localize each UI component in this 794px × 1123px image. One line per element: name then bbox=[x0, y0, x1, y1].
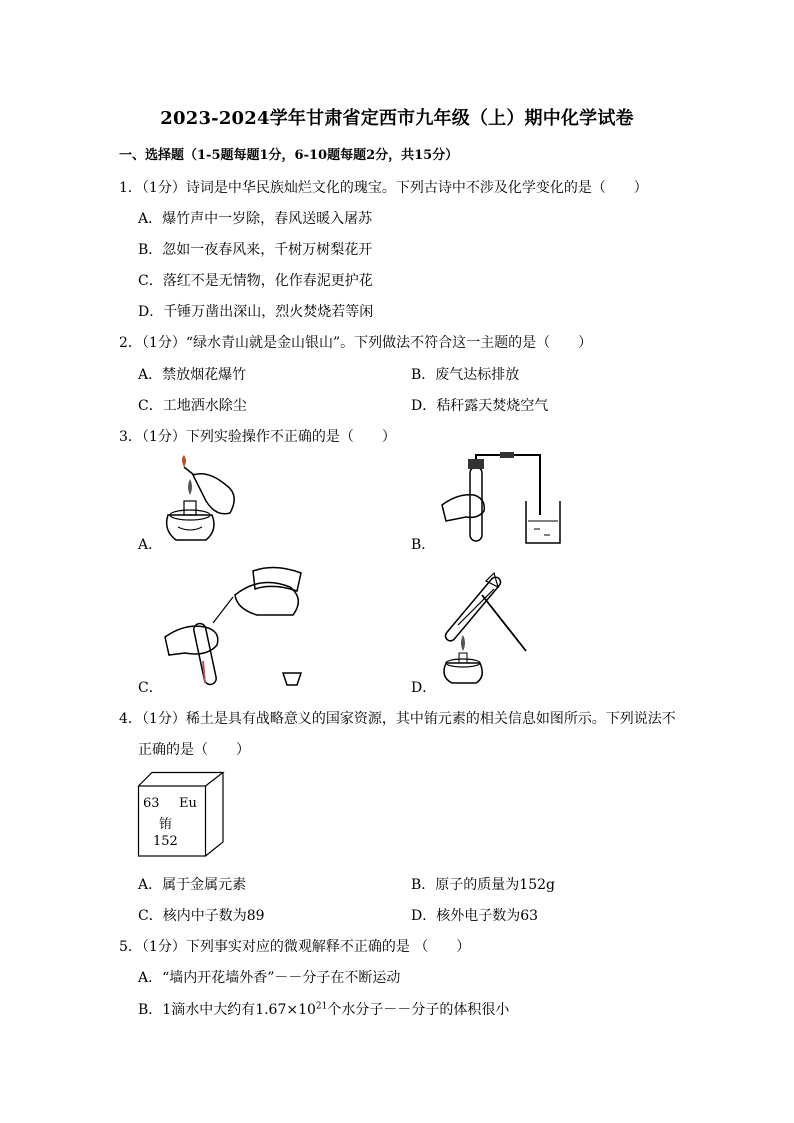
q1-stem: 1．（1分）诗词是中华民族灿烂文化的瑰宝。下列古诗中不涉及化学变化的是（ ） bbox=[119, 180, 648, 196]
q5-option-b[interactable] bbox=[138, 999, 509, 1019]
q4-option-b[interactable]: B．原子的质量为152g bbox=[411, 877, 555, 893]
page-title: 2023-2024学年甘肃省定西市九年级（上）期中化学试卷 bbox=[160, 108, 634, 129]
q4-stem-line1: 4．（1分）稀土是具有战略意义的国家资源，其中铕元素的相关信息如图所示。下列说法不 bbox=[119, 711, 676, 727]
q2-stem: 2．（1分）“绿水青山就是金山银山”。下列做法不符合这一主题的是（ ） bbox=[119, 335, 593, 351]
q5-option-a[interactable]: A．“墙内开花墙外香”－－分子在不断运动 bbox=[138, 970, 401, 986]
q1-option-b[interactable]: B．忽如一夜春风来，千树万树梨花开 bbox=[138, 242, 373, 258]
element-cube bbox=[138, 772, 228, 858]
q1-option-a[interactable]: A．爆竹声中一岁除，春风送暖入屠苏 bbox=[138, 211, 373, 227]
q5-option-b-text: B．1滴水中大约有1.67×10 bbox=[138, 1002, 316, 1018]
section-heading: 一、选择题（1-5题每题1分，6-10题每题2分，共15分） bbox=[119, 148, 459, 163]
element-name: 铕 bbox=[159, 817, 173, 832]
q1-option-d[interactable]: D．千锤万凿出深山，烈火焚烧若等闲 bbox=[138, 304, 374, 320]
element-atomic-number: 63 bbox=[143, 796, 160, 811]
q2-option-b[interactable]: B．废气达标排放 bbox=[411, 367, 520, 383]
element-symbol: Eu bbox=[179, 796, 197, 811]
q3-option-c[interactable]: C． bbox=[138, 680, 163, 696]
q3-option-d[interactable]: D． bbox=[411, 680, 437, 696]
q5-option-b-exponent: 21 bbox=[315, 1001, 328, 1012]
q2-option-a[interactable]: A．禁放烟花爆竹 bbox=[138, 367, 247, 383]
q3-option-a[interactable]: A． bbox=[138, 537, 163, 553]
q1-option-c[interactable]: C．落红不是无情物，化作春泥更护花 bbox=[138, 273, 373, 289]
q3-stem: 3．（1分）下列实验操作不正确的是（ ） bbox=[119, 429, 396, 445]
lab-image-a bbox=[158, 455, 248, 550]
q4-option-d[interactable]: D．核外电子数为63 bbox=[411, 908, 539, 924]
q4-option-c[interactable]: C．核内中子数为89 bbox=[138, 908, 265, 924]
q2-option-c[interactable]: C．工地洒水除尘 bbox=[138, 398, 247, 414]
lab-image-b bbox=[440, 455, 565, 550]
q5-stem: 5．（1分）下列事实对应的微观解释不正确的是 （ ） bbox=[119, 939, 471, 955]
q2-option-d[interactable]: D．秸秆露天焚烧空气 bbox=[411, 398, 549, 414]
q4-stem-line2: 正确的是（ ） bbox=[138, 742, 250, 758]
element-atomic-mass: 152 bbox=[153, 834, 178, 849]
lab-image-d bbox=[438, 565, 533, 690]
q3-option-b[interactable]: B． bbox=[411, 537, 436, 553]
lab-image-c bbox=[165, 565, 310, 690]
q4-option-a[interactable]: A．属于金属元素 bbox=[138, 877, 247, 893]
q5-option-b-text-end: 个水分子－－分子的体积很小 bbox=[327, 1002, 510, 1018]
